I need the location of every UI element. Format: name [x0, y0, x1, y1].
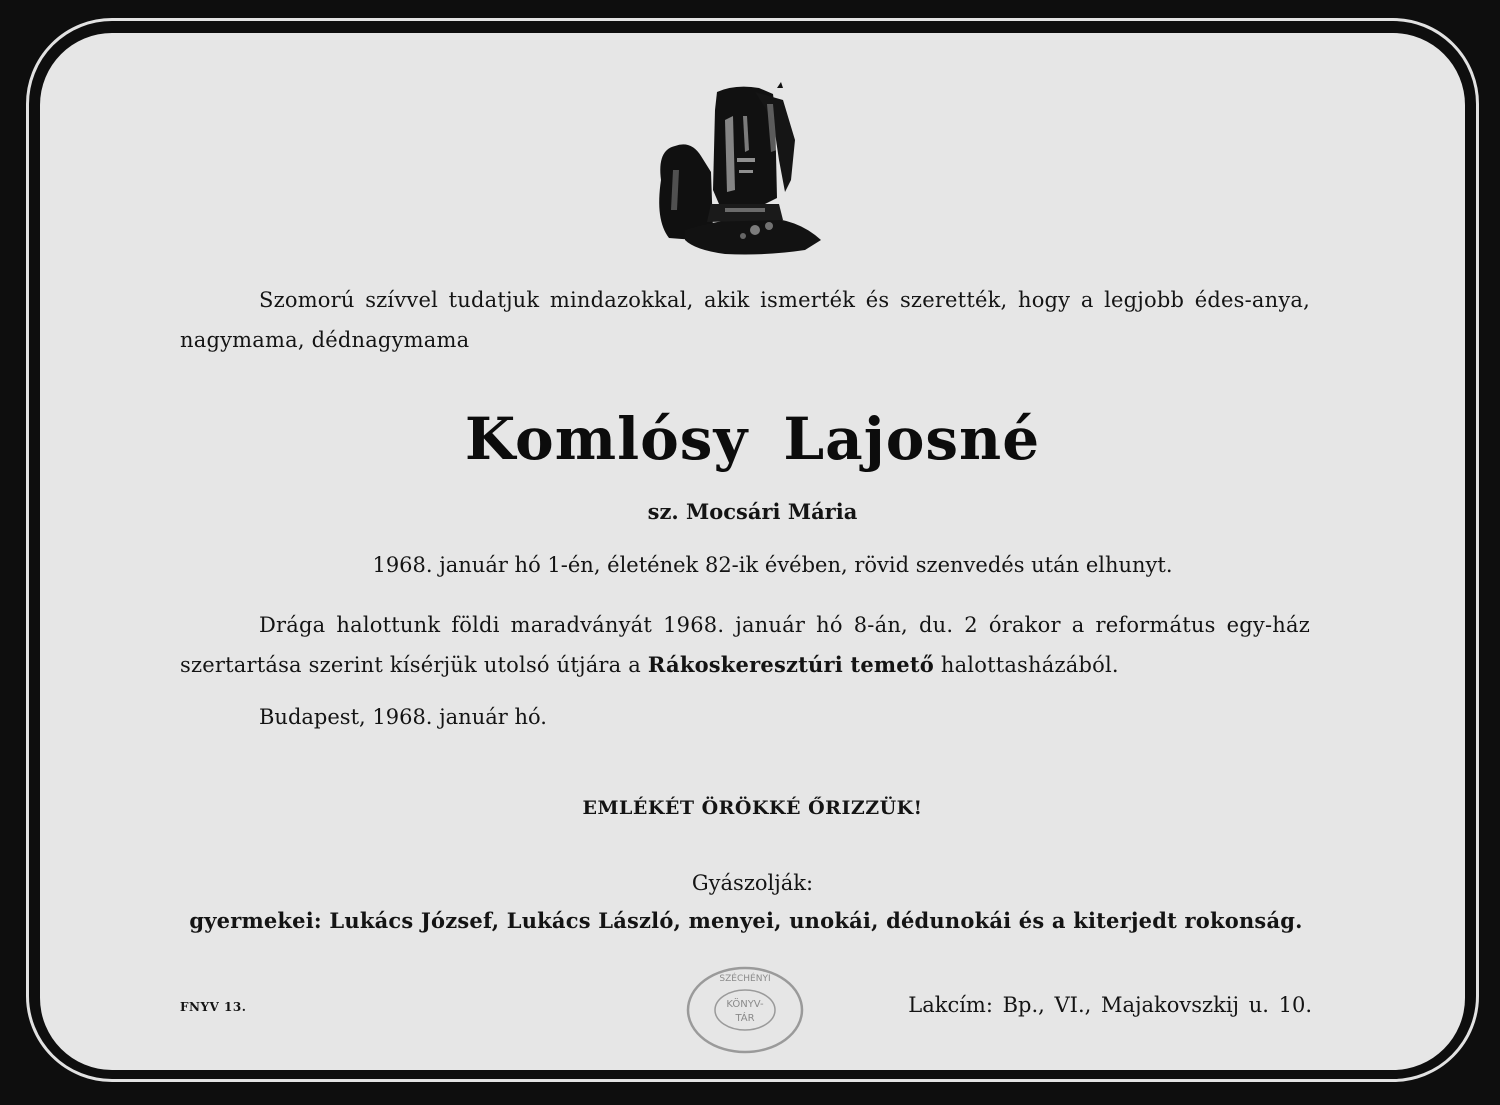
svg-text:TÁR: TÁR [735, 1013, 755, 1024]
funeral-paragraph [180, 605, 1310, 685]
maiden-name: sz. Mocsári Mária [647, 499, 858, 524]
funeral-place: Rákoskeresztúri temető [647, 652, 934, 677]
svg-text:KÖNYV-: KÖNYV- [726, 999, 764, 1010]
funeral-end: halottasházából. [940, 653, 1119, 677]
intro-paragraph: Szomorú szívvel tudatjuk mindazokkal, akik ismerték és szerették, hogy a legjobb édes-anya, nagymama, dédnagymama [180, 288, 1310, 352]
place-date: Budapest, 1968. január hó. [259, 705, 547, 729]
motto: EMLÉKÉT ÖRÖKKÉ ŐRIZZÜK! [582, 797, 923, 819]
mourners-title: Gyászolják: [691, 871, 814, 895]
library-stamp [685, 965, 805, 1055]
mourners-list: gyermekei: Lukács József, Lukács László, menyei, unokái, dédunokái és a kiterjedt rokonság. [189, 908, 1303, 933]
printer-code: FNYV 13. [180, 1000, 247, 1014]
death-line: 1968. január hó 1-én, életének 82-ik évében, rövid szenvedés után elhunyt. [372, 553, 1173, 577]
grave-memorial-icon [655, 80, 825, 255]
address: Lakcím: Bp., VI., Majakovszkij u. 10. [908, 993, 1312, 1017]
obituary-card [40, 33, 1465, 1070]
svg-text:SZÉCHÉNYI: SZÉCHÉNYI [719, 974, 771, 984]
deceased-name: Komlósy Lajosné [464, 405, 1041, 473]
funeral-text: Drága halottunk földi maradványát 1968. január hó 8-án, du. 2 órakor a református egy-ház szertartása szerint kísérjük utolsó útjára a [180, 613, 1310, 677]
